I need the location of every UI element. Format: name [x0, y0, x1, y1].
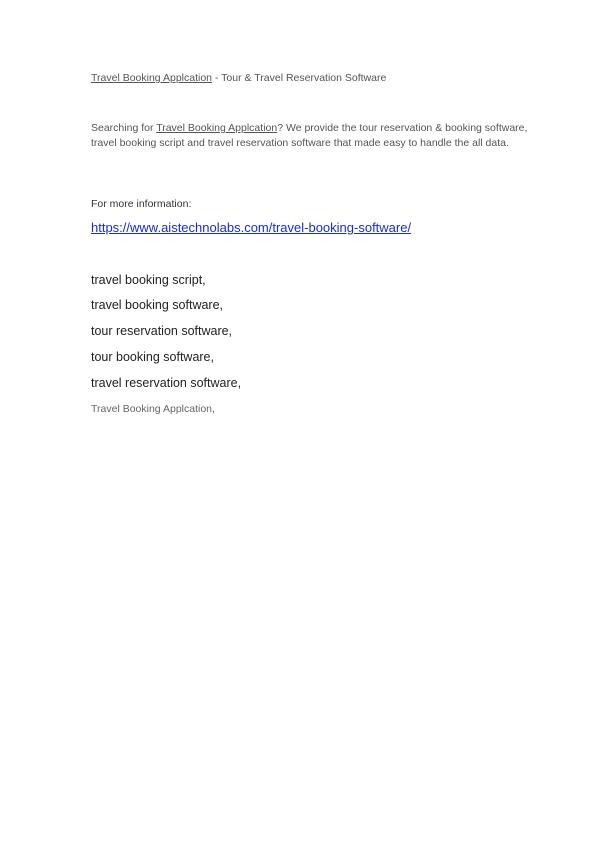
intro-paragraph	[91, 121, 531, 150]
keyword-item: travel reservation software,	[91, 376, 242, 390]
document-title	[91, 72, 386, 84]
more-info-label: For more information:	[91, 198, 192, 210]
intro-prefix: Searching for	[91, 122, 157, 134]
keyword-item: travel booking software,	[91, 298, 224, 312]
keyword-item: tour reservation software,	[91, 324, 233, 338]
keyword-item: tour booking software,	[91, 350, 214, 364]
title-rest: - Tour & Travel Reservation Software	[212, 72, 387, 84]
title-link[interactable]: Travel Booking Applcation	[91, 72, 213, 84]
website-link[interactable]: https://www.aistechnolabs.com/travel-booking-software/	[91, 220, 412, 235]
keyword-item: travel booking script,	[91, 273, 206, 287]
intro-link[interactable]: Travel Booking Applcation	[156, 122, 278, 134]
intro-suffix: ? We provide the tour reservation & booking software, travel booking script and travel reservation software that made easy to handle the all data.	[91, 122, 528, 149]
keyword-item: Travel Booking Applcation,	[91, 403, 215, 415]
